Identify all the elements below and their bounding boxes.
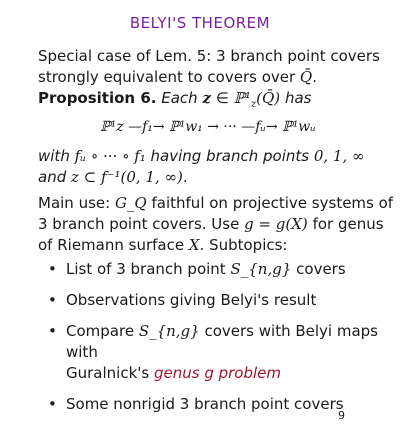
map-chain-formula: ℙ¹z —f₁→ ℙ¹w₁ → ··· —fᵤ→ ℙ¹wᵤ [100, 119, 316, 135]
proposition-label: Proposition 6. [38, 89, 157, 107]
intro-line-2: strongly equivalent to covers over Q̄. [38, 68, 318, 86]
intro-paragraph [38, 46, 378, 115]
list-item: • Observations giving Belyi's result [48, 291, 317, 309]
genus-g-problem-link: genus g problem [153, 364, 282, 382]
list-item: • Some nonrigid 3 branch point covers [48, 395, 344, 413]
fiber-line: and z ⊂ f⁻¹(0, 1, ∞). [38, 168, 188, 186]
bullet-icon: • [48, 322, 57, 340]
main-use-paragraph: Main use: G_Q faithful on projective systems of 3 branch point covers. Use g = g(X) for genus of Riemann surface X. Subtopics: [38, 194, 394, 254]
map-chain [38, 117, 378, 138]
list-item: • List of 3 branch point S_{n,g} covers [48, 260, 346, 278]
gq-symbol: G_Q [114, 194, 147, 212]
bullet-icon: • [48, 395, 57, 413]
p1-symbol: ℙ¹ [233, 89, 251, 107]
composition-line: with fᵤ ∘ ··· ∘ f₁ having branch points 0, 1, ∞ [38, 147, 365, 165]
bullet-icon: • [48, 260, 57, 278]
page-number: 9 [338, 409, 345, 422]
proposition-body [38, 146, 378, 188]
intro-line-1: Special case of Lem. 5: 3 branch point covers [38, 47, 380, 65]
z-symbol: z [202, 89, 211, 107]
bullet-icon: • [48, 291, 57, 309]
page-title: BELYI'S THEOREM [129, 14, 271, 32]
subtopics-list [46, 259, 382, 425]
proposition-line: Proposition 6. Each z ∈ $ℙ^1_z(Q̄)$ has [38, 89, 312, 110]
qbar-symbol: Q̄ [299, 68, 313, 86]
list-item: • Compare S_{n,g} covers with Belyi maps with Guralnick's genus g problem [48, 322, 378, 382]
